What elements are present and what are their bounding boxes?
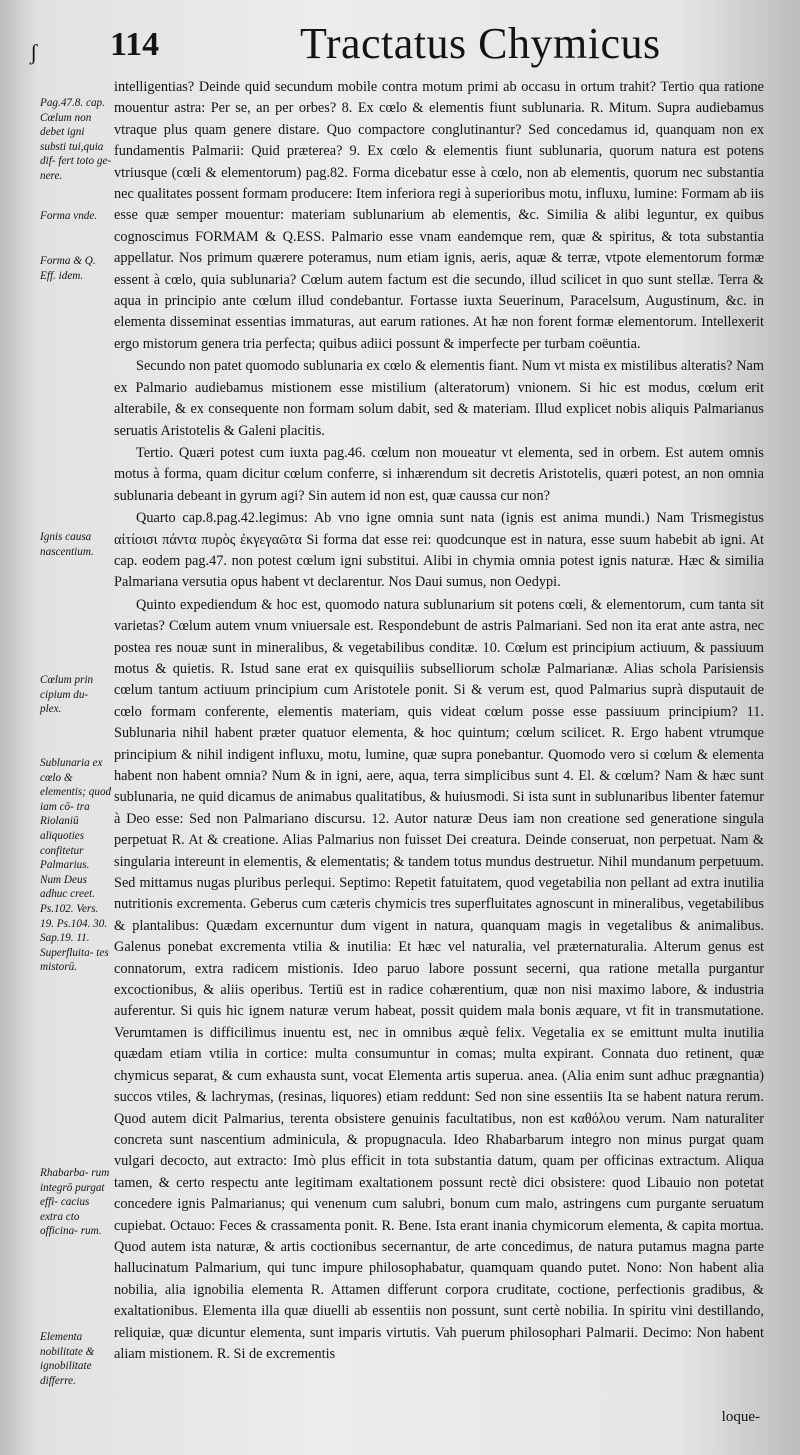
page-number: 114 [110, 26, 160, 63]
paragraph: Quinto expediendum & hoc est, quomodo natura sublunarium sit potens cœli, & elementorum, cum tanta sit varietas? Cœlum autem vnum vniuersale est. Respondebunt de astris Palmariani. Sed non ita erat ante astra, nec postea res nouæ sunt in mineralibus, & vegetabilibus conditæ. 10. Cœlum est principium actiuum, & passiuum motus & quietis. R. Istud sane erat ex quisquiliis subselliorum scholæ Palmarianæ. Alias schola Parisiensis cœlum tantum actiuum principium cum Aristotele ponit. Si & verum est, quod Palmarius suprà disputauit de cœlo formam conferente, elementis materiam, quis videat cœlum posse esse passiuum principium? 11. Sublunaria nihil habent præter quatuor elementa, & hoc quintum; cœlum scilicet. R. Ergo habent vtrumque principium & nihil indigent influxu, motu, lumine, quæ supra ponebantur. Quomodo vero si cœlum & elementa habent non habent omnia? Num & in igni, aere, aqua, terra simplicibus sunt 4. El. & cœlum? Nam & hæc sunt sublunaria, ne quid dicamus de animabus qualitatibus, & huiusmodi. Si ista sunt in sublunaribus libenter fatemur à Deo esse: Sed non Palmariano discursu. 12. Autor naturæ Deus iam non creatione sed generatione singula perpetuat R. At & creatione. Alias Palmarius non fuisset Dei creatura. Deinde conseruat, non perpetuat. Nam & singularia intereunt in elementis, & elementatis; & tandem totus mundus destruetur. Nihil mundanum perpetuum. Sed mittamus nugas pluribus perlequi. Septimo: Repetit fatuitatem, quod vegetabilia non pellant ad extra inutilia nutritionis excrementa. Geberus cum cæteris chymicis tres superfluitates agnoscunt in mineralibus, vegetabilibus & plantalibus: Quædam excernuntur dum vigent in natura, quanquam magis in vegetalibus & animalibus. Galenus ponebat excrementa vtilia & inutilia: Et hæc vel naturalia, vel præternaturalia. Alterum genus est connatorum, extra radicem mistionis. Ideo paruo labore possunt secerni, qua ratione metalla purgantur excoctionibus, & aliis operibus. Tertiū est in radice cohærentium, quæ non nisi maximo labore, & industria auferentur. Si quis hic ignem naturæ verum habeat, possit quidem mala bonis æquare, vt fit in transmutatione. Verumtamen is difficilimus inuentu est, nec in omnibus æquè felix. Vegetalia ex se emittunt multa inutilia quædam etiam vtilia in cortice: multa consumuntur in comas; multa expirant. Connata duo retinent, quæ chymicus separat, & cum exhausta sunt, vocat Elementa artis superua. anea. (Alia enim sunt adhuc prægnantia) succos vtiles, & lachrymas, (resinas, liquores) etiam reddunt: Sed non sine essentiis Ita se habent natura rerum. Quod autem dicit Palmarius, terenta obsistere genuinis facultatibus, non est καθόλου verum. Nam naturaliter concreta sunt nascentium adminicula, & propugnacula. Ideo Rhabarbarum integro non minus purgat quam vulgari decocto, aut extracto: Imò plus efficit in tota substantia datum, quam per officinas extractum. Aliqua tamen, & certo respectu ante legitimam exaltationem possunt rectè dici obsistere: quod Libauio non potetat concedere ignis Palmarianus; qui venenum cum salubri, bonum cum malo, astringens cum purgante seruatum cupiebat. Octauo: Feces & crassamenta ponit. R. Bene. Ista erant inania chymicorum elementa, & capita mortua. Quod autem ista naturæ, & artis coctionibus secernantur, de arte concedimus, de natura putamus magna parte hallucinatum Palmarium, qui tunc impure philosophabatur, quamquam quando putet. Nono: Non habent alia nobilia, alia ignobilia elementa R. Attamen differunt corpora cruditate, coctione, perfectionis gradibus, & exaltationibus. Elementa illa quæ diuelli ab essentiis non possunt, sunt certè nobilia. In spiritu vini destillando, reliquiæ, quæ dicuntur elementa, sunt imparis virtutis. Vah puerum philosophari Palmarii. Decimo: Non habent aliam mistionem. R. Si de excrementis [114, 596, 764, 1362]
running-title: Tractatus Chymicus [300, 19, 661, 68]
marginal-note: Sublunaria ex cœlo & elementis; quod iam cō- tra Riolaniū aliquoties confitetur Palmarius. Num Deus adhuc creet. Ps.102. Vers. 19. Ps.104. 30. Sap.19. 11. Superfluita- tes mistorū. [40, 757, 112, 974]
catchword: loque- [721, 1409, 760, 1425]
marginal-note: Forma & Q. Eff. idem. [40, 255, 96, 282]
page-header [110, 18, 760, 76]
marginal-note: Pag.47.8. cap. Cœlum non debet igni substi tui,quia dif- fert toto ge- nere. [40, 97, 112, 182]
marginal-note: Ignis causa nascentium. [40, 531, 94, 558]
marginal-note: Forma vnde. [40, 210, 98, 222]
paragraph: Secundo non patet quomodo sublunaria ex cœlo & elementis fiant. Num vt mista ex mistilibus alteratis? Nam ex Palmario audiebamus mistionem esse mistilium (alteratorum) vnionem. Si hic est modus, cœlum erit alterabile, & ex consequente non formam solum dabit, sed & materiam. Illud explicet nobis aliquis Palmarianus seruatis Aristotelis & Galeni placitis. [114, 358, 764, 439]
marginal-note: Cœlum prin cipium du- plex. [40, 674, 94, 716]
paragraph: Tertio. Quæri potest cum iuxta pag.46. cœlum non moueatur vt elementa, sed in orbem. Est autem omnis motus à forma, quam dicitur cœlum conferre, si inhærendum sit decretis Aristotelis, quæri potest, an non omnia sublunaria debeant in gyrum agi? Sin autem id non est, quæ caussa cur non? [114, 444, 764, 504]
paragraph: Quarto cap.8.pag.42.legimus: Ab vno igne omnia sunt nata (ignis est anima mundi.) Nam Trismegistus αἰτίοισι πάντα πυρὸς ἐκγεγαῶτα Si forma dat esse rei: quodcunque est in natura, esse suum habebit ab igni. At cap. eodem pag.47. non potest cœlum igni substitui. Alibi in chymia omnia potest ignis naturæ. Hæc & similia Palmariana versutia opus habent vt declarentur. Nos Daui sumus, non Oedypi. [114, 510, 764, 591]
marginal-note: Rhabarba- rum integrō purgat effi- cacius extra cto officina- rum. [40, 1167, 110, 1238]
marginal-note: Elementa nobilitate & ignobilitate differre. [40, 1331, 95, 1387]
main-text [114, 77, 764, 1366]
corner-mark: ʃ [30, 40, 38, 65]
paragraph: intelligentias? Deinde quid secundum mobile contra motum primi ab occasu in ortum trahit? Tertio qua ratione mouentur astra: Per se, an per orbes? 8. Ex cœlo & elementis fiunt sublunaria. R. Mitum. Supra audiebamus vtraque plus quam genere distare. Quo compactore conglutinantur? Sed concedamus id, quanquam non ex fundamentis Palmarii: Quid præterea? 9. Ex cœlo & elementis fiunt sublunaria, quorum natura est potens vtriusque (cœli & elementorum) pag.82. Forma dicebatur esse à cœlo, non ab elementis, quorum nec substantia nec qualitates possent formam producere: Item inferiora regi à superioribus motu, influxu, lumine: Formam ab iis esse quæ semper mouentur: materiam sublunarium ab elementis, &c. Similia & alibi leguntur, ex quibus cognoscimus FORMAM & Q.ESS. Palmario esse vnam eandemque rem, quæ & spiritus, & tota substantia appellatur. Nos primum quærere poteramus, num etiam ignis, aeris, aquæ & terræ, vtpote elementorum formæ essent à cœlo, quia sublunaria? Cœlum autem factum est die secundo, illud scilicet in quo sunt stellæ. Terra & aqua in principio ante cœlum illud condebantur. Fortasse iuxta Seuerinum, Paracelsum, Augustinum, &c. in elementa disseminat essentias immaturas, aut earum rationes. At hæ non forent formæ elementorum. Intellexerit ergo mistorum genera tria perfecta; quibus adiici possunt & imperfecte per turbam coëuntia. [114, 79, 764, 352]
